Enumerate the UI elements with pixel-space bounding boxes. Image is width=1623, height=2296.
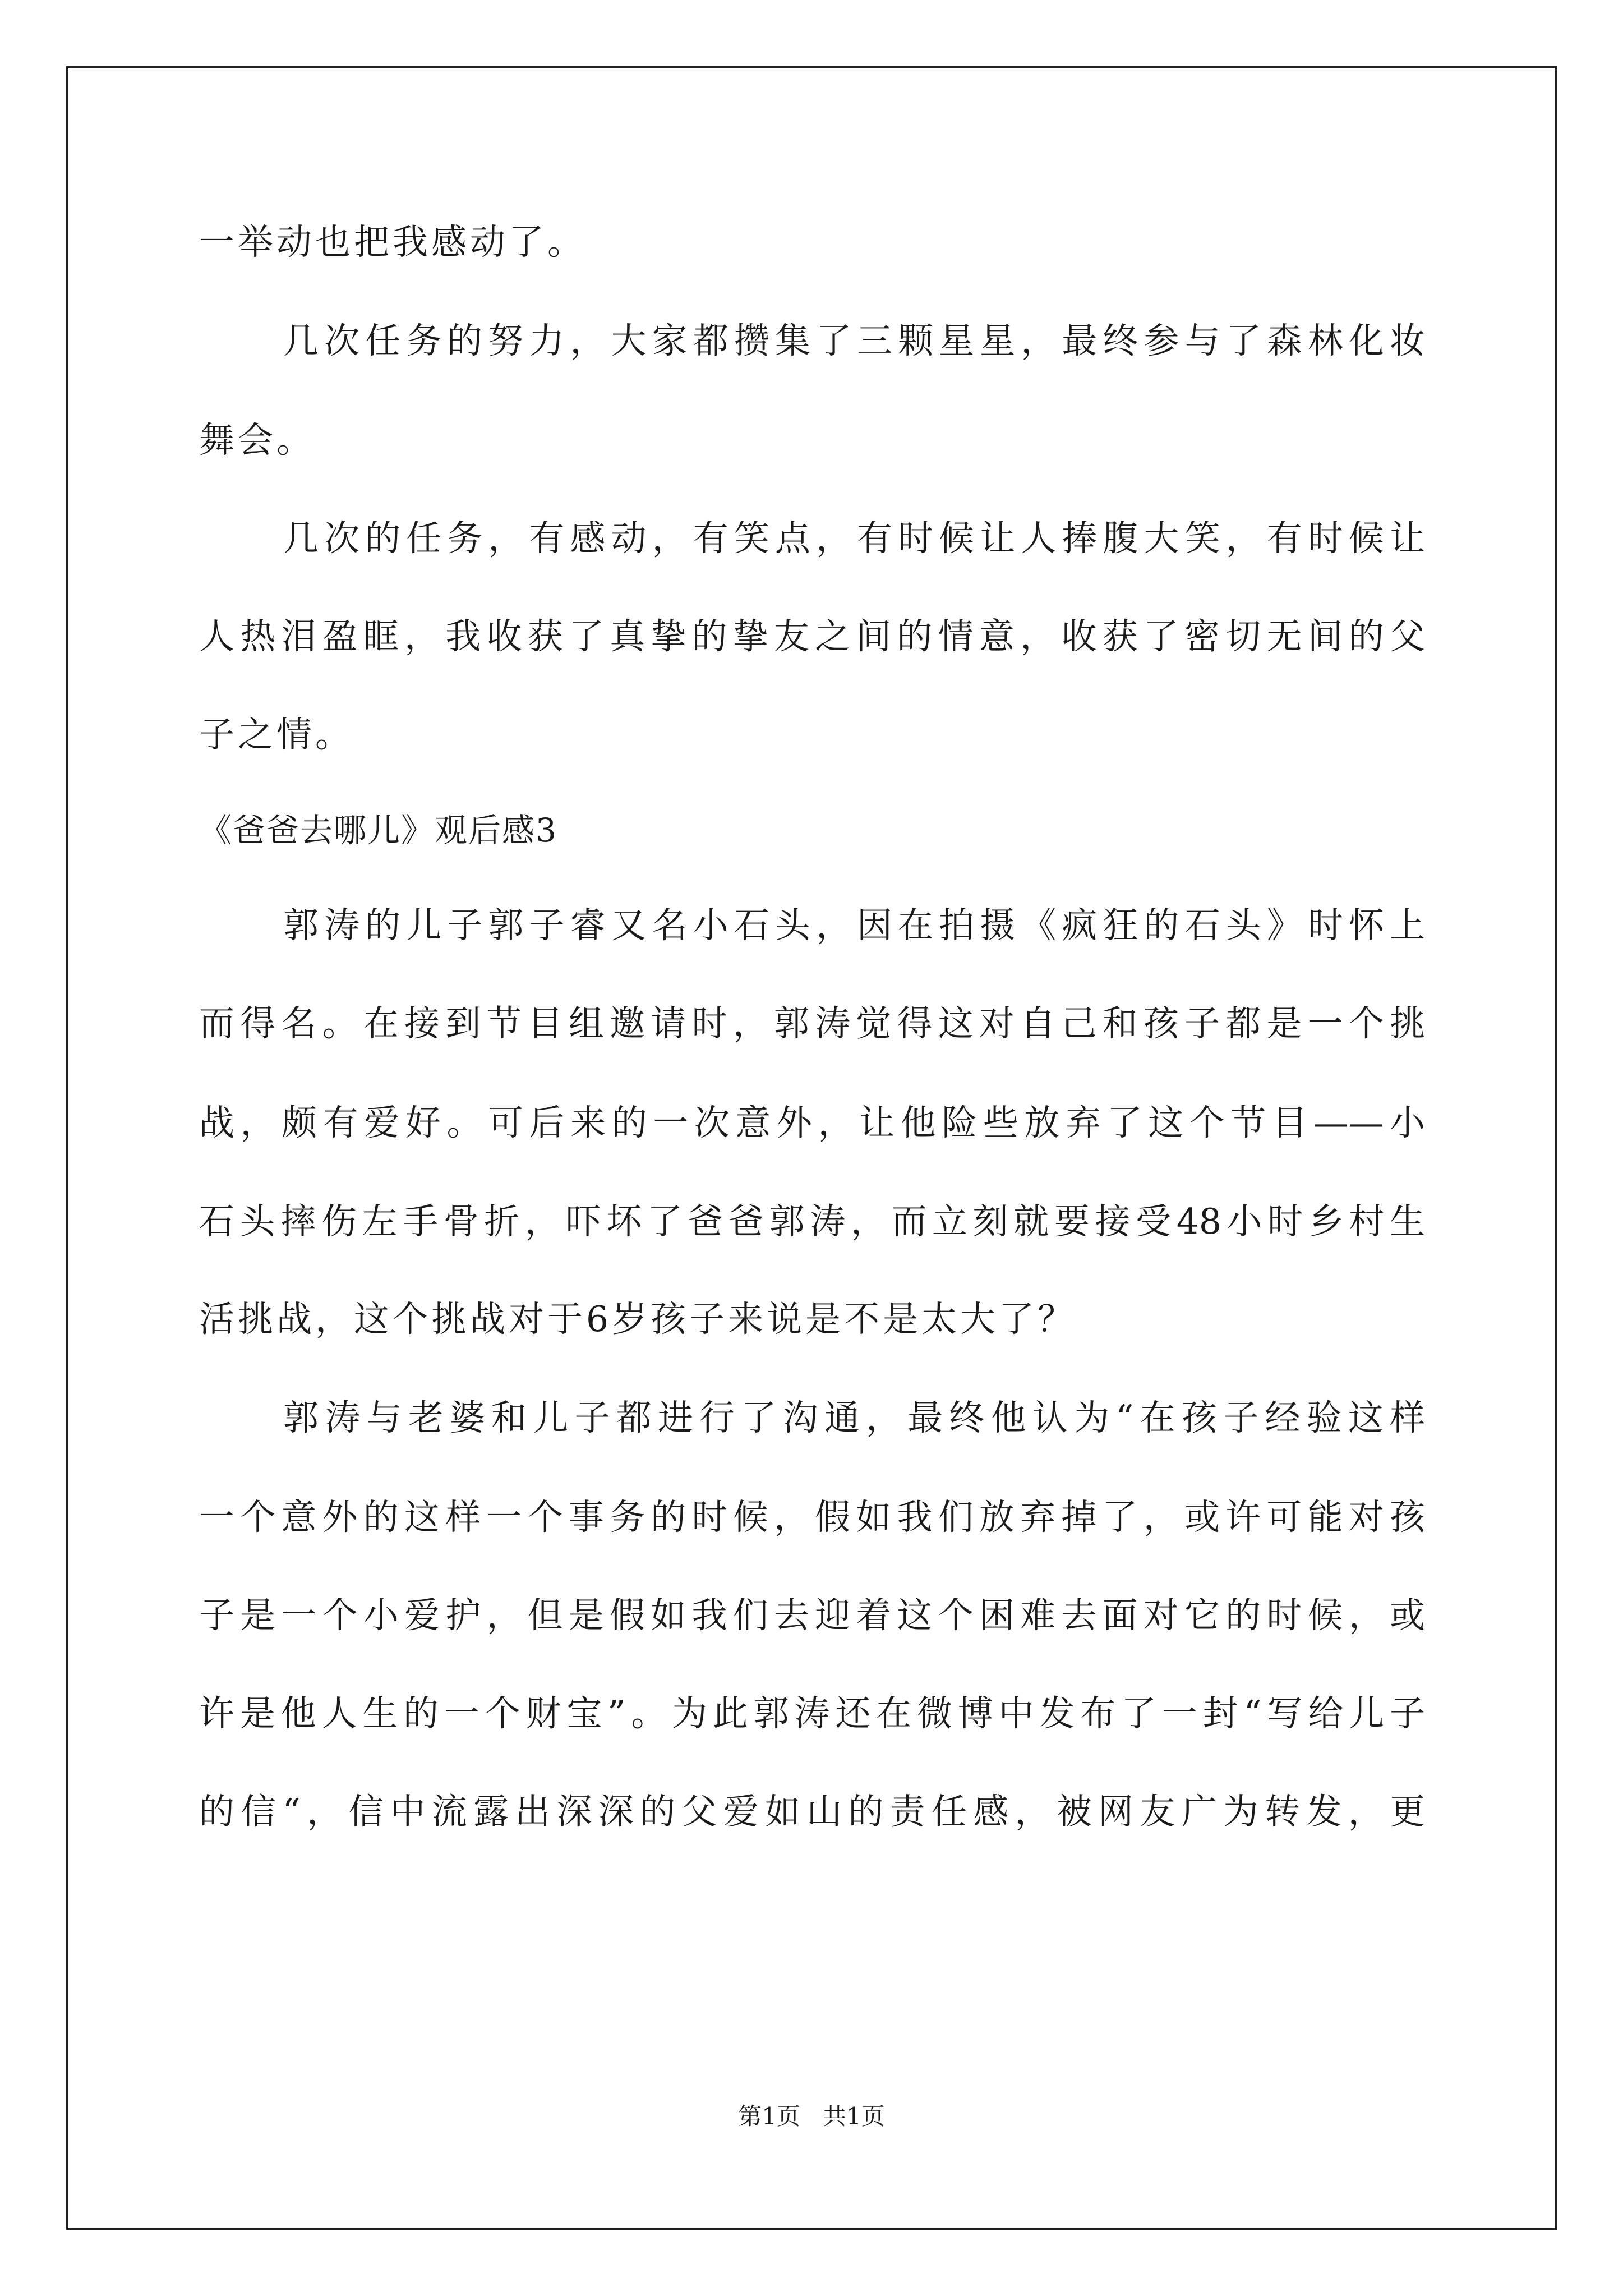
body-text-line: 几次的任务，有感动，有笑点，有时候让人捧腹大笑，有时候让 <box>283 518 1425 559</box>
body-text-line: 舞会。 <box>199 420 315 461</box>
body-text-line: 一举动也把我感动了。 <box>199 222 586 263</box>
body-text-line: 而得名。在接到节目组邀请时，郭涛觉得这对自己和孩子都是一个挑 <box>199 1003 1425 1044</box>
body-text-line: 战，颇有爱好。可后来的一次意外，让他险些放弃了这个节目——小 <box>199 1102 1425 1143</box>
body-text-line: 郭涛的儿子郭子睿又名小石头，因在拍摄《疯狂的石头》时怀上 <box>283 905 1425 946</box>
body-text-line: 子之情。 <box>199 714 354 755</box>
body-text-line: 人热泪盈眶，我收获了真挚的挚友之间的情意，收获了密切无间的父 <box>199 616 1425 657</box>
section-heading: 《爸爸去哪儿》观后感3 <box>199 811 557 849</box>
body-text-line: 几次任务的努力，大家都攒集了三颗星星，最终参与了森林化妆 <box>283 320 1425 361</box>
body-text-line: 活挑战，这个挑战对于6岁孩子来说是不是太大了？ <box>199 1299 1077 1340</box>
body-text-line: 石头摔伤左手骨折，吓坏了爸爸郭涛，而立刻就要接受48小时乡村生 <box>199 1201 1425 1242</box>
body-text-line: 的信“，信中流露出深深的父爱如山的责任感，被网友广为转发，更 <box>199 1791 1425 1832</box>
body-text-line: 许是他人生的一个财宝”。为此郭涛还在微博中发布了一封“写给儿子 <box>199 1693 1425 1734</box>
body-text-line: 郭涛与老婆和儿子都进行了沟通，最终他认为“在孩子经验这样 <box>283 1397 1425 1438</box>
body-text-line: 一个意外的这样一个事务的时候，假如我们放弃掉了，或许可能对孩 <box>199 1497 1425 1538</box>
page-footer: 第1页 共1页 <box>738 2102 885 2130</box>
page-frame <box>66 66 1557 2230</box>
body-text-line: 子是一个小爱护，但是假如我们去迎着这个困难去面对它的时候，或 <box>199 1595 1425 1636</box>
